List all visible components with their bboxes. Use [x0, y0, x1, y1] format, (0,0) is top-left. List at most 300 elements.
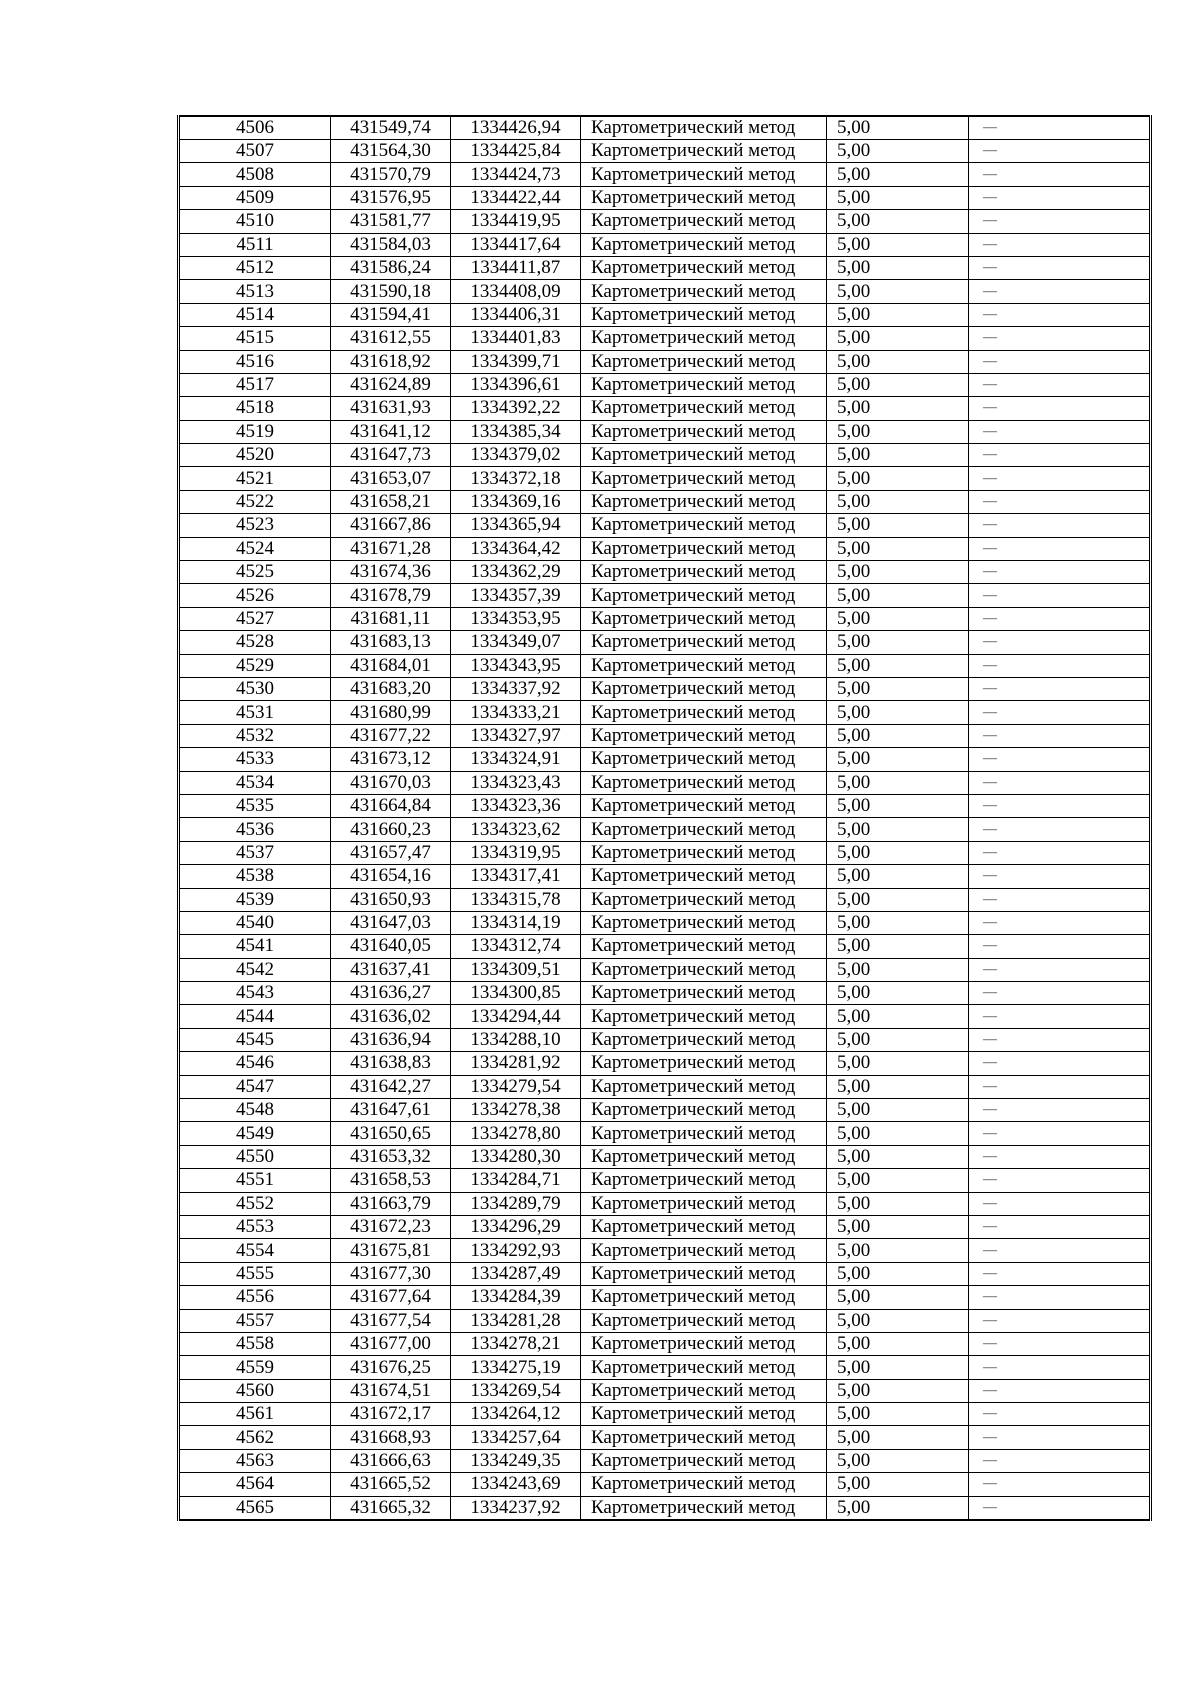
table-row — [179, 537, 1151, 560]
accuracy-cell: 5,00 — [827, 1332, 969, 1355]
y-coordinate-cell: 1334287,49 — [451, 1262, 581, 1285]
description-cell: — — [969, 467, 1151, 490]
description-cell: — — [969, 186, 1151, 209]
x-coordinate-cell: 431672,17 — [331, 1403, 451, 1426]
point-number-cell: 4540 — [179, 911, 331, 934]
accuracy-cell: 5,00 — [827, 444, 969, 467]
accuracy-cell: 5,00 — [827, 537, 969, 560]
table-row — [179, 1262, 1151, 1285]
y-coordinate-cell: 1334278,21 — [451, 1332, 581, 1355]
table-row — [179, 1075, 1151, 1098]
point-number-cell: 4541 — [179, 935, 331, 958]
table-row — [179, 724, 1151, 747]
description-cell: — — [969, 420, 1151, 443]
point-number-cell: 4515 — [179, 327, 331, 350]
table-row — [179, 701, 1151, 724]
x-coordinate-cell: 431678,79 — [331, 584, 451, 607]
method-cell: Картометрический метод — [581, 888, 827, 911]
method-cell: Картометрический метод — [581, 1286, 827, 1309]
x-coordinate-cell: 431674,36 — [331, 561, 451, 584]
method-cell: Картометрический метод — [581, 537, 827, 560]
table-row — [179, 1145, 1151, 1168]
description-cell: — — [969, 958, 1151, 981]
point-number-cell: 4552 — [179, 1192, 331, 1215]
description-cell: — — [969, 1496, 1151, 1520]
table-row — [179, 771, 1151, 794]
method-cell: Картометрический метод — [581, 373, 827, 396]
x-coordinate-cell: 431681,11 — [331, 607, 451, 630]
accuracy-cell: 5,00 — [827, 1262, 969, 1285]
method-cell: Картометрический метод — [581, 256, 827, 279]
accuracy-cell: 5,00 — [827, 677, 969, 700]
method-cell: Картометрический метод — [581, 490, 827, 513]
x-coordinate-cell: 431667,86 — [331, 514, 451, 537]
accuracy-cell: 5,00 — [827, 280, 969, 303]
accuracy-cell: 5,00 — [827, 1403, 969, 1426]
x-coordinate-cell: 431668,93 — [331, 1426, 451, 1449]
description-cell: — — [969, 1449, 1151, 1472]
point-number-cell: 4542 — [179, 958, 331, 981]
x-coordinate-cell: 431677,22 — [331, 724, 451, 747]
point-number-cell: 4520 — [179, 444, 331, 467]
point-number-cell: 4511 — [179, 233, 331, 256]
method-cell: Картометрический метод — [581, 397, 827, 420]
point-number-cell: 4518 — [179, 397, 331, 420]
table-row — [179, 210, 1151, 233]
y-coordinate-cell: 1334343,95 — [451, 654, 581, 677]
x-coordinate-cell: 431654,16 — [331, 865, 451, 888]
table-row — [179, 420, 1151, 443]
method-cell: Картометрический метод — [581, 444, 827, 467]
point-number-cell: 4528 — [179, 631, 331, 654]
y-coordinate-cell: 1334300,85 — [451, 982, 581, 1005]
point-number-cell: 4512 — [179, 256, 331, 279]
point-number-cell: 4537 — [179, 841, 331, 864]
method-cell: Картометрический метод — [581, 1239, 827, 1262]
method-cell: Картометрический метод — [581, 701, 827, 724]
method-cell: Картометрический метод — [581, 1169, 827, 1192]
x-coordinate-cell: 431624,89 — [331, 373, 451, 396]
table-row — [179, 233, 1151, 256]
x-coordinate-cell: 431677,30 — [331, 1262, 451, 1285]
description-cell: — — [969, 233, 1151, 256]
x-coordinate-cell: 431650,93 — [331, 888, 451, 911]
description-cell: — — [969, 888, 1151, 911]
description-cell: — — [969, 771, 1151, 794]
description-cell: — — [969, 1262, 1151, 1285]
accuracy-cell: 5,00 — [827, 958, 969, 981]
point-number-cell: 4522 — [179, 490, 331, 513]
y-coordinate-cell: 1334364,42 — [451, 537, 581, 560]
table-row — [179, 888, 1151, 911]
table-row — [179, 163, 1151, 186]
table-row — [179, 303, 1151, 326]
description-cell: — — [969, 584, 1151, 607]
table-row — [179, 935, 1151, 958]
accuracy-cell: 5,00 — [827, 1192, 969, 1215]
description-cell: — — [969, 818, 1151, 841]
y-coordinate-cell: 1334284,39 — [451, 1286, 581, 1309]
table-row — [179, 1473, 1151, 1496]
method-cell: Картометрический метод — [581, 584, 827, 607]
y-coordinate-cell: 1334312,74 — [451, 935, 581, 958]
point-number-cell: 4519 — [179, 420, 331, 443]
method-cell: Картометрический метод — [581, 327, 827, 350]
method-cell: Картометрический метод — [581, 724, 827, 747]
x-coordinate-cell: 431650,65 — [331, 1122, 451, 1145]
description-cell: — — [969, 1473, 1151, 1496]
description-cell: — — [969, 1379, 1151, 1402]
point-number-cell: 4517 — [179, 373, 331, 396]
point-number-cell: 4557 — [179, 1309, 331, 1332]
description-cell: — — [969, 1145, 1151, 1168]
y-coordinate-cell: 1334425,84 — [451, 140, 581, 163]
method-cell: Картометрический метод — [581, 865, 827, 888]
x-coordinate-cell: 431653,07 — [331, 467, 451, 490]
x-coordinate-cell: 431674,51 — [331, 1379, 451, 1402]
point-number-cell: 4554 — [179, 1239, 331, 1262]
method-cell: Картометрический метод — [581, 186, 827, 209]
method-cell: Картометрический метод — [581, 467, 827, 490]
table-row — [179, 514, 1151, 537]
point-number-cell: 4545 — [179, 1028, 331, 1051]
method-cell: Картометрический метод — [581, 210, 827, 233]
description-cell: — — [969, 701, 1151, 724]
x-coordinate-cell: 431657,47 — [331, 841, 451, 864]
x-coordinate-cell: 431672,23 — [331, 1215, 451, 1238]
x-coordinate-cell: 431636,27 — [331, 982, 451, 1005]
point-number-cell: 4536 — [179, 818, 331, 841]
table-row — [179, 397, 1151, 420]
accuracy-cell: 5,00 — [827, 1052, 969, 1075]
accuracy-cell: 5,00 — [827, 1075, 969, 1098]
point-number-cell: 4538 — [179, 865, 331, 888]
x-coordinate-cell: 431677,64 — [331, 1286, 451, 1309]
y-coordinate-cell: 1334327,97 — [451, 724, 581, 747]
description-cell: — — [969, 1075, 1151, 1098]
method-cell: Картометрический метод — [581, 654, 827, 677]
table-row — [179, 911, 1151, 934]
table-row — [179, 280, 1151, 303]
table-row — [179, 1449, 1151, 1472]
table-row — [179, 982, 1151, 1005]
table-row — [179, 1356, 1151, 1379]
x-coordinate-cell: 431637,41 — [331, 958, 451, 981]
point-number-cell: 4535 — [179, 794, 331, 817]
y-coordinate-cell: 1334357,39 — [451, 584, 581, 607]
x-coordinate-cell: 431680,99 — [331, 701, 451, 724]
description-cell: — — [969, 210, 1151, 233]
accuracy-cell: 5,00 — [827, 397, 969, 420]
table-row — [179, 1005, 1151, 1028]
x-coordinate-cell: 431671,28 — [331, 537, 451, 560]
method-cell: Картометрический метод — [581, 677, 827, 700]
x-coordinate-cell: 431673,12 — [331, 748, 451, 771]
method-cell: Картометрический метод — [581, 1356, 827, 1379]
y-coordinate-cell: 1334365,94 — [451, 514, 581, 537]
accuracy-cell: 5,00 — [827, 163, 969, 186]
table-row — [179, 631, 1151, 654]
table-row — [179, 958, 1151, 981]
x-coordinate-cell: 431647,73 — [331, 444, 451, 467]
y-coordinate-cell: 1334278,80 — [451, 1122, 581, 1145]
point-number-cell: 4560 — [179, 1379, 331, 1402]
point-number-cell: 4529 — [179, 654, 331, 677]
method-cell: Картометрический метод — [581, 1192, 827, 1215]
table-row — [179, 350, 1151, 373]
x-coordinate-cell: 431638,83 — [331, 1052, 451, 1075]
y-coordinate-cell: 1334275,19 — [451, 1356, 581, 1379]
x-coordinate-cell: 431641,12 — [331, 420, 451, 443]
method-cell: Картометрический метод — [581, 1075, 827, 1098]
point-number-cell: 4506 — [179, 116, 331, 140]
point-number-cell: 4531 — [179, 701, 331, 724]
accuracy-cell: 5,00 — [827, 1239, 969, 1262]
table-row — [179, 1426, 1151, 1449]
x-coordinate-cell: 431683,13 — [331, 631, 451, 654]
point-number-cell: 4546 — [179, 1052, 331, 1075]
table-row — [179, 1099, 1151, 1122]
point-number-cell: 4547 — [179, 1075, 331, 1098]
point-number-cell: 4555 — [179, 1262, 331, 1285]
y-coordinate-cell: 1334289,79 — [451, 1192, 581, 1215]
point-number-cell: 4561 — [179, 1403, 331, 1426]
y-coordinate-cell: 1334349,07 — [451, 631, 581, 654]
accuracy-cell: 5,00 — [827, 1473, 969, 1496]
x-coordinate-cell: 431576,95 — [331, 186, 451, 209]
description-cell: — — [969, 911, 1151, 934]
x-coordinate-cell: 431684,01 — [331, 654, 451, 677]
description-cell: — — [969, 841, 1151, 864]
x-coordinate-cell: 431590,18 — [331, 280, 451, 303]
point-number-cell: 4524 — [179, 537, 331, 560]
description-cell: — — [969, 280, 1151, 303]
description-cell: — — [969, 327, 1151, 350]
accuracy-cell: 5,00 — [827, 607, 969, 630]
table-row — [179, 584, 1151, 607]
accuracy-cell: 5,00 — [827, 841, 969, 864]
method-cell: Картометрический метод — [581, 935, 827, 958]
accuracy-cell: 5,00 — [827, 1449, 969, 1472]
accuracy-cell: 5,00 — [827, 1379, 969, 1402]
y-coordinate-cell: 1334396,61 — [451, 373, 581, 396]
x-coordinate-cell: 431636,94 — [331, 1028, 451, 1051]
point-number-cell: 4548 — [179, 1099, 331, 1122]
x-coordinate-cell: 431676,25 — [331, 1356, 451, 1379]
y-coordinate-cell: 1334281,92 — [451, 1052, 581, 1075]
description-cell: — — [969, 982, 1151, 1005]
method-cell: Картометрический метод — [581, 1449, 827, 1472]
description-cell: — — [969, 1286, 1151, 1309]
description-cell: — — [969, 561, 1151, 584]
x-coordinate-cell: 431658,21 — [331, 490, 451, 513]
x-coordinate-cell: 431647,03 — [331, 911, 451, 934]
y-coordinate-cell: 1334294,44 — [451, 1005, 581, 1028]
accuracy-cell: 5,00 — [827, 982, 969, 1005]
accuracy-cell: 5,00 — [827, 490, 969, 513]
accuracy-cell: 5,00 — [827, 420, 969, 443]
table-row — [179, 1239, 1151, 1262]
point-number-cell: 4534 — [179, 771, 331, 794]
point-number-cell: 4558 — [179, 1332, 331, 1355]
accuracy-cell: 5,00 — [827, 1496, 969, 1520]
description-cell: — — [969, 444, 1151, 467]
table-row — [179, 818, 1151, 841]
point-number-cell: 4559 — [179, 1356, 331, 1379]
accuracy-cell: 5,00 — [827, 888, 969, 911]
table-row — [179, 467, 1151, 490]
y-coordinate-cell: 1334323,62 — [451, 818, 581, 841]
accuracy-cell: 5,00 — [827, 1169, 969, 1192]
x-coordinate-cell: 431677,54 — [331, 1309, 451, 1332]
point-number-cell: 4523 — [179, 514, 331, 537]
table-row — [179, 677, 1151, 700]
description-cell: — — [969, 677, 1151, 700]
accuracy-cell: 5,00 — [827, 1215, 969, 1238]
y-coordinate-cell: 1334419,95 — [451, 210, 581, 233]
x-coordinate-cell: 431665,32 — [331, 1496, 451, 1520]
x-coordinate-cell: 431584,03 — [331, 233, 451, 256]
table-row — [179, 1496, 1151, 1520]
y-coordinate-cell: 1334278,38 — [451, 1099, 581, 1122]
table-row — [179, 607, 1151, 630]
point-number-cell: 4513 — [179, 280, 331, 303]
x-coordinate-cell: 431663,79 — [331, 1192, 451, 1215]
accuracy-cell: 5,00 — [827, 467, 969, 490]
accuracy-cell: 5,00 — [827, 1028, 969, 1051]
description-cell: — — [969, 537, 1151, 560]
description-cell: — — [969, 1239, 1151, 1262]
x-coordinate-cell: 431612,55 — [331, 327, 451, 350]
y-coordinate-cell: 1334337,92 — [451, 677, 581, 700]
accuracy-cell: 5,00 — [827, 350, 969, 373]
method-cell: Картометрический метод — [581, 1473, 827, 1496]
accuracy-cell: 5,00 — [827, 794, 969, 817]
table-row — [179, 1332, 1151, 1355]
description-cell: — — [969, 397, 1151, 420]
description-cell: — — [969, 116, 1151, 140]
y-coordinate-cell: 1334422,44 — [451, 186, 581, 209]
point-number-cell: 4532 — [179, 724, 331, 747]
point-number-cell: 4507 — [179, 140, 331, 163]
y-coordinate-cell: 1334323,43 — [451, 771, 581, 794]
description-cell: — — [969, 1099, 1151, 1122]
method-cell: Картометрический метод — [581, 116, 827, 140]
point-number-cell: 4526 — [179, 584, 331, 607]
y-coordinate-cell: 1334424,73 — [451, 163, 581, 186]
method-cell: Картометрический метод — [581, 1332, 827, 1355]
x-coordinate-cell: 431666,63 — [331, 1449, 451, 1472]
x-coordinate-cell: 431581,77 — [331, 210, 451, 233]
description-cell: — — [969, 935, 1151, 958]
point-number-cell: 4562 — [179, 1426, 331, 1449]
table-row — [179, 865, 1151, 888]
y-coordinate-cell: 1334315,78 — [451, 888, 581, 911]
method-cell: Картометрический метод — [581, 1426, 827, 1449]
accuracy-cell: 5,00 — [827, 1356, 969, 1379]
description-cell: — — [969, 748, 1151, 771]
description-cell: — — [969, 607, 1151, 630]
table-row — [179, 327, 1151, 350]
accuracy-cell: 5,00 — [827, 210, 969, 233]
method-cell: Картометрический метод — [581, 771, 827, 794]
table-row — [179, 561, 1151, 584]
y-coordinate-cell: 1334288,10 — [451, 1028, 581, 1051]
description-cell: — — [969, 1169, 1151, 1192]
x-coordinate-cell: 431549,74 — [331, 116, 451, 140]
accuracy-cell: 5,00 — [827, 1286, 969, 1309]
x-coordinate-cell: 431665,52 — [331, 1473, 451, 1496]
x-coordinate-cell: 431586,24 — [331, 256, 451, 279]
x-coordinate-cell: 431677,00 — [331, 1332, 451, 1355]
method-cell: Картометрический метод — [581, 514, 827, 537]
point-number-cell: 4544 — [179, 1005, 331, 1028]
x-coordinate-cell: 431631,93 — [331, 397, 451, 420]
table-body — [179, 116, 1151, 1520]
x-coordinate-cell: 431618,92 — [331, 350, 451, 373]
y-coordinate-cell: 1334296,29 — [451, 1215, 581, 1238]
accuracy-cell: 5,00 — [827, 373, 969, 396]
point-number-cell: 4514 — [179, 303, 331, 326]
table-row — [179, 1122, 1151, 1145]
method-cell: Картометрический метод — [581, 1122, 827, 1145]
y-coordinate-cell: 1334399,71 — [451, 350, 581, 373]
y-coordinate-cell: 1334324,91 — [451, 748, 581, 771]
accuracy-cell: 5,00 — [827, 865, 969, 888]
table-row — [179, 1169, 1151, 1192]
table-row — [179, 1309, 1151, 1332]
y-coordinate-cell: 1334392,22 — [451, 397, 581, 420]
point-number-cell: 4553 — [179, 1215, 331, 1238]
method-cell: Картометрический метод — [581, 982, 827, 1005]
point-number-cell: 4509 — [179, 186, 331, 209]
accuracy-cell: 5,00 — [827, 140, 969, 163]
accuracy-cell: 5,00 — [827, 748, 969, 771]
y-coordinate-cell: 1334372,18 — [451, 467, 581, 490]
x-coordinate-cell: 431636,02 — [331, 1005, 451, 1028]
y-coordinate-cell: 1334362,29 — [451, 561, 581, 584]
method-cell: Картометрический метод — [581, 163, 827, 186]
description-cell: — — [969, 1356, 1151, 1379]
y-coordinate-cell: 1334249,35 — [451, 1449, 581, 1472]
accuracy-cell: 5,00 — [827, 584, 969, 607]
accuracy-cell: 5,00 — [827, 724, 969, 747]
description-cell: — — [969, 1332, 1151, 1355]
point-number-cell: 4565 — [179, 1496, 331, 1520]
table-row — [179, 444, 1151, 467]
y-coordinate-cell: 1334309,51 — [451, 958, 581, 981]
description-cell: — — [969, 490, 1151, 513]
method-cell: Картометрический метод — [581, 1496, 827, 1520]
y-coordinate-cell: 1334284,71 — [451, 1169, 581, 1192]
x-coordinate-cell: 431664,84 — [331, 794, 451, 817]
accuracy-cell: 5,00 — [827, 631, 969, 654]
description-cell: — — [969, 1005, 1151, 1028]
method-cell: Картометрический метод — [581, 140, 827, 163]
y-coordinate-cell: 1334417,64 — [451, 233, 581, 256]
x-coordinate-cell: 431642,27 — [331, 1075, 451, 1098]
method-cell: Картометрический метод — [581, 561, 827, 584]
point-number-cell: 4543 — [179, 982, 331, 1005]
x-coordinate-cell: 431683,20 — [331, 677, 451, 700]
y-coordinate-cell: 1334317,41 — [451, 865, 581, 888]
method-cell: Картометрический метод — [581, 607, 827, 630]
accuracy-cell: 5,00 — [827, 233, 969, 256]
method-cell: Картометрический метод — [581, 280, 827, 303]
table-row — [179, 1052, 1151, 1075]
description-cell: — — [969, 140, 1151, 163]
table-row — [179, 1028, 1151, 1051]
